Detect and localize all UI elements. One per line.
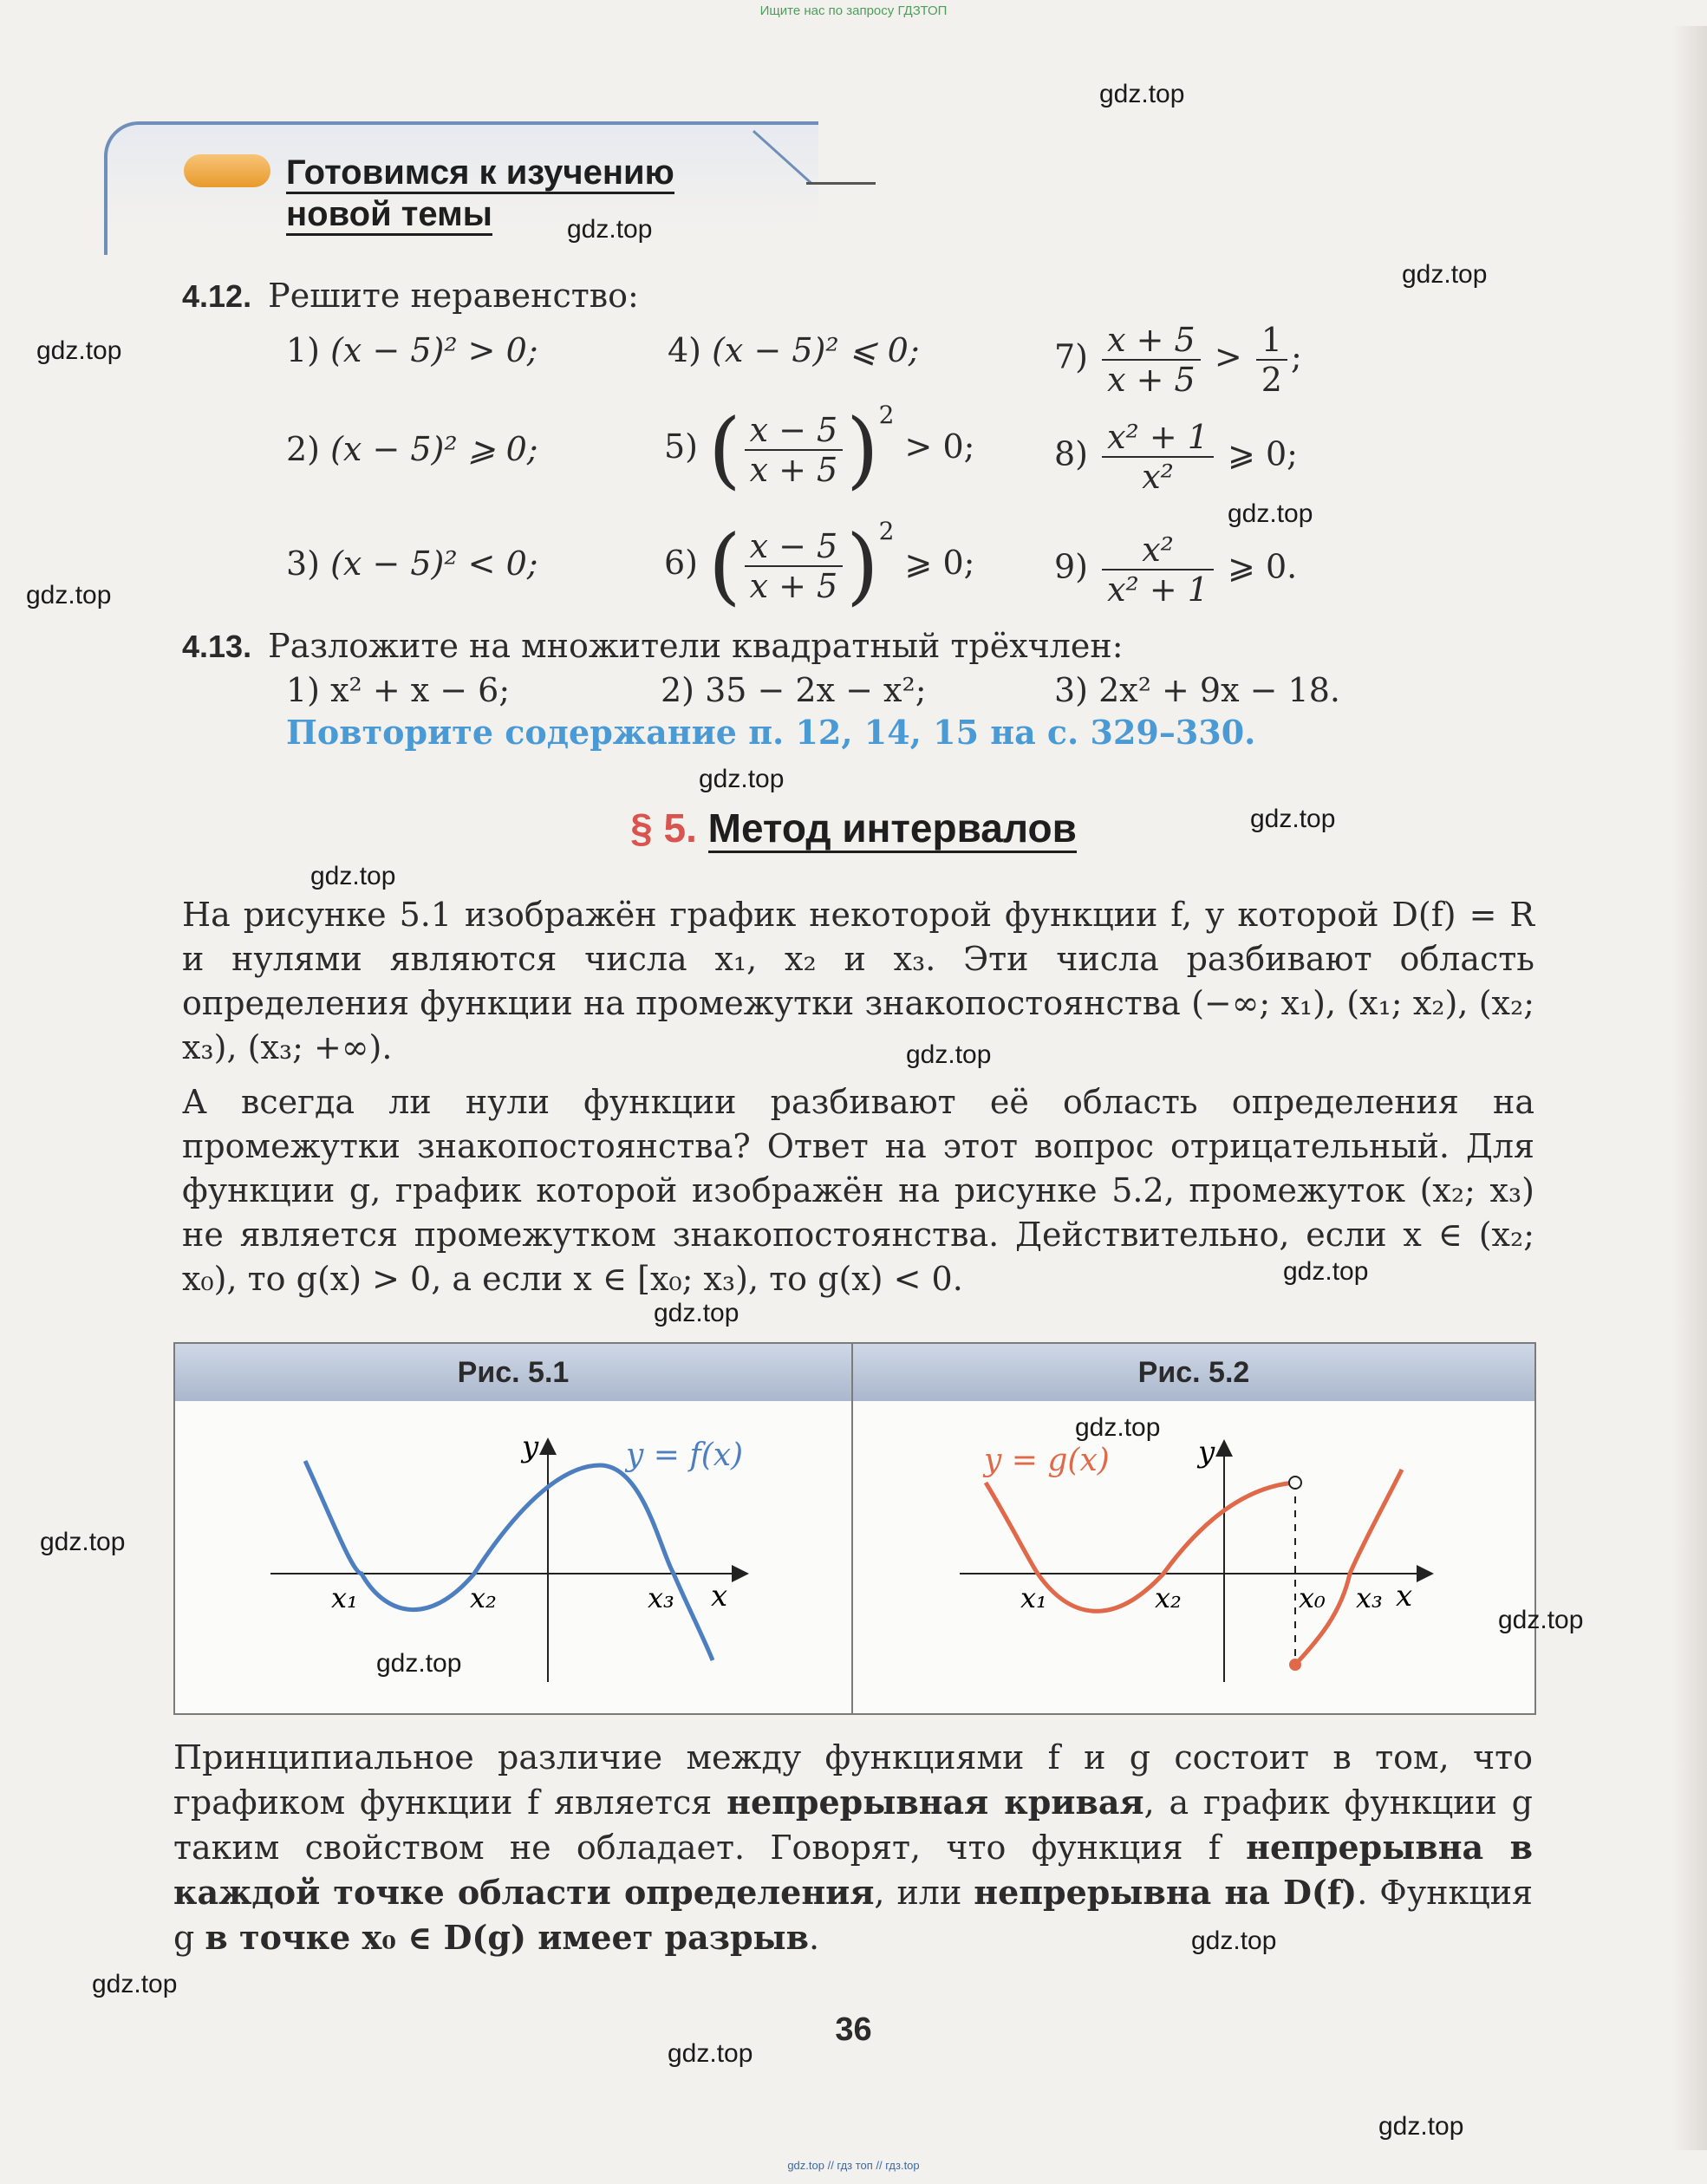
header-frame-line xyxy=(806,182,876,185)
fig2-curve-right xyxy=(1295,1470,1402,1665)
ex413-item-2: 2) 35 − 2x − x²; xyxy=(661,671,927,709)
paragraph-title xyxy=(0,805,1707,851)
watermark: gdz.top xyxy=(1250,805,1336,833)
ex412-item-2: 2) (x − 5)² ⩾ 0; xyxy=(286,430,538,468)
ex412-item-5: 5) ( $\frac{x - 5}{x + 5}$ )$^2$ > 0; xyxy=(664,401,975,499)
fig1-zero-1: x₁ xyxy=(331,1581,358,1614)
repeat-note: Повторите содержание п. 12, 14, 15 на с. 329–330. xyxy=(286,713,1256,752)
paragraph-sign: § 5. xyxy=(630,805,697,851)
watermark: gdz.top xyxy=(1378,2112,1464,2141)
ex412-item-8: 8) $\frac{\text{x² + 1}}{\text{x²}}$ ⩾ 0; xyxy=(1054,418,1298,496)
exercise-prompt: Разложите на множители квадратный трёхчлен: xyxy=(268,627,1124,665)
page-number: 36 xyxy=(835,2011,872,2048)
fig2-zero-1: x₁ xyxy=(1020,1581,1047,1614)
fig2-zero-3: x₃ xyxy=(1356,1581,1383,1614)
fig1-caption: Рис. 5.1 xyxy=(175,1344,851,1401)
top-note: Ищите нас по запросу ГДЗТОП xyxy=(759,3,948,18)
watermark: gdz.top xyxy=(1191,1926,1277,1955)
fig1-curve xyxy=(305,1461,713,1660)
fig2-zero-0: x₀ xyxy=(1299,1581,1326,1614)
bottom-note: gdz.top // гдз топ // гдз.top xyxy=(787,2159,920,2172)
exercise-number: 4.12. xyxy=(182,278,252,314)
section-title: Готовимся к изучению новой темы xyxy=(286,152,674,235)
fig2-caption: Рис. 5.2 xyxy=(853,1344,1534,1401)
ex412-item-1: 1) (x − 5)² > 0; xyxy=(286,331,538,369)
watermark: gdz.top xyxy=(376,1649,462,1678)
ex412-item-4: 4) (x − 5)² ⩽ 0; xyxy=(668,331,920,369)
watermark: gdz.top xyxy=(668,2039,753,2068)
paragraph-title-text: Метод интервалов xyxy=(708,805,1077,853)
watermark: gdz.top xyxy=(699,765,785,793)
section-marker-icon xyxy=(184,154,270,187)
fig1-zero-2: x₂ xyxy=(470,1581,497,1614)
ex412-item-3: 3) (x − 5)² < 0; xyxy=(286,544,538,583)
watermark: gdz.top xyxy=(1402,260,1488,289)
fig1-curve-label: y = f(x) xyxy=(626,1438,744,1473)
ex413-item-1: 1) x² + x − 6; xyxy=(286,671,511,709)
fig2-y-label: y xyxy=(1198,1435,1215,1470)
body-paragraph-1: На рисунке 5.1 изображён график некоторой функции f, у которой D(f) = R и нулями являются числа x₁, x₂ и x₃. Эти числа разбивают область определения функции на промежутки знакопостоянства (−∞; x₁), (x₁; x₂), (x₂; x₃), (x₃; +∞). xyxy=(182,896,1534,1066)
exercise-4-12-header xyxy=(182,276,639,316)
watermark: gdz.top xyxy=(26,581,112,610)
watermark: gdz.top xyxy=(1075,1413,1161,1442)
fig2-open-point xyxy=(1289,1477,1301,1489)
exercise-4-13-header xyxy=(182,626,1124,666)
watermark: gdz.top xyxy=(310,862,396,890)
watermark: gdz.top xyxy=(1283,1257,1369,1286)
watermark: gdz.top xyxy=(567,215,653,244)
watermark: gdz.top xyxy=(654,1299,739,1327)
fig2-curve-label: y = g(x) xyxy=(984,1443,1110,1478)
watermark: gdz.top xyxy=(40,1528,126,1556)
fig2-x-label: x xyxy=(1396,1579,1413,1614)
exercise-number: 4.13. xyxy=(182,629,252,664)
watermark: gdz.top xyxy=(1498,1606,1584,1634)
ex412-item-6: 6) ( $\frac{x - 5}{x + 5}$ )$^2$ ⩾ 0; xyxy=(664,517,975,615)
fig1-zero-3: x₃ xyxy=(648,1581,674,1614)
fig2-zero-2: x₂ xyxy=(1155,1581,1182,1614)
ex412-item-7: 7) $\frac{x + 5}{x + 5}$ > $\frac{1}{2}$ ; xyxy=(1054,321,1302,399)
body-paragraph-2: А всегда ли нули функции разбивают её область определения на промежутки знакопостоянства? Ответ на этот вопрос отрицательный. Для функции g, график которой изображён на рисунке 5.2, промежуток (x₂; x₃) не является промежутком знакопостоянства. Действительно, если x ∈ (x₂; x₀), то g(x) > 0, а если x ∈ [x₀; x₃), то g(x) < 0. xyxy=(182,1083,1534,1298)
ex412-item-9: 9) $\frac{\text{x²}}{\text{x² + 1}}$ ⩾ 0. xyxy=(1054,531,1298,609)
watermark: gdz.top xyxy=(1099,80,1185,108)
page-edge-shadow xyxy=(1672,26,1707,2150)
exercise-prompt: Решите неравенство: xyxy=(268,277,639,315)
fig2-closed-point xyxy=(1289,1659,1301,1671)
body-paragraph-3: Принципиальное различие между функциями f и g состоит в том, что графиком функции f является непрерывная кривая, а график функции g таким свойством не обладает. Говорят, что функция f непрерывна в каждой точке области определения, или непрерывна на D(f). Функция g в точке x₀ ∈ D(g) имеет разрыв. xyxy=(173,1738,1534,1957)
fig1-x-label: x xyxy=(711,1579,728,1614)
fig1-y-label: y xyxy=(522,1430,539,1464)
watermark: gdz.top xyxy=(1228,499,1313,528)
watermark: gdz.top xyxy=(906,1040,992,1069)
watermark: gdz.top xyxy=(92,1970,178,1998)
watermark: gdz.top xyxy=(36,336,122,365)
ex413-item-3: 3) 2x² + 9x − 18. xyxy=(1054,671,1340,709)
